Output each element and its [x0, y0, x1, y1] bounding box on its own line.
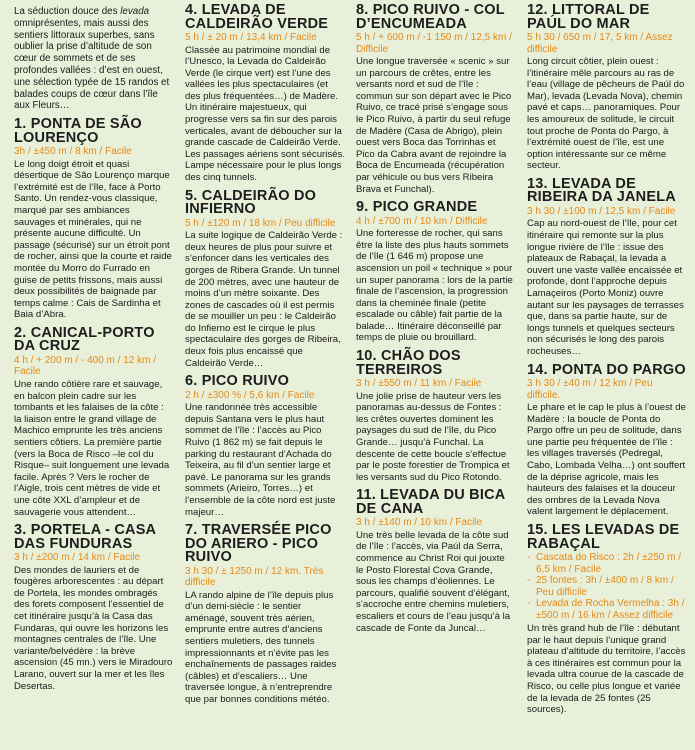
hike-description: La suite logique de Caldeirão Verde : deux heures de plus pour suivre et s’enfoncer dans les verticales des gorges de Ribera Grande. Un tunnel de 200 mètres, avec une hauteur de moins d’un mètre soixante. Des zones de cascades où il est permis de se mouiller un peu : le Caldeirão do Infierno est le cirque le plus spectaculaire des gorges de Ribeira, deux fois plus encaissé que Caldeirão Verde…	[185, 230, 343, 369]
hike-title: 14. PONTA DO PARGO	[527, 361, 686, 378]
hike-title: 12. LITTORAL DE PAÚL DO MAR	[527, 2, 650, 32]
hike-description: Classée au patrimoine mondial de l’Unesco, la Levada do Caldeirão Verde (le cirque vert) est l’une des vallées les plus spectaculaires (et des plus fréquentées…) de Madère. Un itinéraire majestueux, qui progresse vers sa fin sur des parois verticales, avant de déboucher sur la grande cascade de Caldeirão Verde. Les passages aériens sont sécurisés. Lampe nécessaire pour le plus longs des cinq tunnels.	[185, 44, 345, 184]
hike-description: Le phare et le cap le plus à l’ouest de Madère : la boucle de Ponta do Pargo offre un peu de solitude, dans une partie peu fréquentée de l’île : les villages traversés (Pedregal, Cabo, Lombada Velha…) ont souffert de la déprise agricole, mais les hauteurs des falaises et la douceur des ombres de la Levada Nova valent largement le déplacement.	[527, 402, 686, 518]
hike-description: Des mondes de lauriers et de fougères arborescentes : au départ de Portela, les mondes ombragés des forets composent l’essentiel de cet itinéraire jusqu’à la Casa das Fundaras, qui ouvre les horizons les montagnes centrales de l’île. Une variante/belvédère : la brève ascension (45 mn.) vers le Miradouro Larano, ouvert sur la mer et les îles Desertas.	[14, 564, 173, 692]
hike-description: Une très belle levada de la côte sud de l’île : l’accès, via Paúl da Serra, commence au Christ Roi qui jouxte le Posto Florestal Cova Grande, sous les champs d’éoliennes. Le parcours, qualifié souvent d’élégant, s’accroche entre chemins muletiers, escaliers et cours de l’eau jusqu’à la cascade de Fonte da Juncal…	[356, 529, 511, 634]
hike-section-15	[527, 524, 687, 716]
sub-hike-item: - Cascata do Risco : 2h / ±250 m / 6,5 km / Facile	[527, 552, 687, 575]
hike-description: Une forteresse de rocher, qui sans être la liste des plus hauts sommets de l’île (1 646 m) propose une ascension un poil « technique » pour un super panorama : lors de la partie finale de l’ascension, la progression dans la cheminée finale (petite escalade ou câble) fait partie de la balade… Itinéraire déconseillé par temps de pluie ou brouillard.	[356, 228, 513, 344]
hike-section-9	[356, 201, 513, 344]
hike-info: 5 h / + 600 m / -1 150 m / 12,5 km / Difficile	[356, 32, 512, 55]
column-2	[185, 4, 345, 712]
hike-description: Une rando côtière rare et sauvage, en balcon plein cadre sur les tombants et les falaises de la côte : la liaison entre le grand village de Machico emprunte les très anciens sentiers côtiers. La première partie (vers la Boca de Risco –le col du Risque– suit longuement une levada facile. Après ? Vers le rocher de l’Aigle, trois cent mètres de vide et une côte XXL d’ampleur et de sauvagerie vous attendent…	[14, 378, 170, 518]
hike-section-13	[527, 175, 687, 358]
hike-section-10	[356, 350, 513, 483]
hike-info: 3 h / ±140 m / 10 km / Facile	[356, 517, 483, 529]
hike-section-14	[527, 361, 687, 518]
hike-title: 5. CALDEIRÃO DO INFIERNO	[185, 187, 317, 218]
sub-hike-list	[527, 552, 687, 621]
hike-title: 10. CHÃO DOS TERREIROS	[356, 348, 461, 378]
sub-hike-item: - 25 fontes : 3h / ±400 m / 8 km / Peu difficile	[527, 575, 687, 598]
hike-description: Une longue traversée « scenic » sur un parcours de crêtes, entre les versants nord et sud de l’île : commun sur son départ avec le Pico Ruivo, ce tracé prisé s’engage sous le Pico Ruivo, à partir du seul refuge de Madère (Casa de Abrigo), plein ouest vers Boca das Torrinhas et Pico da Cabra avant de rejoindre la Boca de Encumeada (récupération par véhicule ou bus vers Ribeira Brava et Funchal).	[356, 56, 512, 195]
hike-section-3	[14, 524, 173, 692]
hike-section-11	[356, 489, 513, 634]
hike-title: 15. LES LEVADAS DE RABAÇAL	[527, 522, 680, 552]
hike-title: 9. PICO GRANDE	[356, 199, 478, 216]
hike-description: Cap au nord-ouest de l’île, pour cet itinéraire qui remonte sur la plus longue rivière de l’île : issue des plateaux de Rabaçal, la levada a ouvert une vaste vallée encaissée et profonde, dont l’approche depuis Lamaçeiros (Porto Moniz) ouvre autant sur les paysages de terrasses que, dans sa partie haute, sur de longs tunnels et quelques secteurs non sécurisés le long des parois rocheuses…	[527, 218, 684, 357]
intro-levada-word: levada	[120, 6, 150, 17]
column-4	[527, 4, 687, 722]
column-1	[14, 4, 173, 698]
hike-description: Une randonnée très accessible depuis Santana vers le plus haut sommet de l’île : l’accès au Pico Ruivo (1 862 m) se fait depuis le parking du restaurant d’Achada do Teixeira, au fil d’un sentier large et pavé. Le panorama sur les grands sommets (Arieiro, Torres…) et l’ensemble de la côte nord est juste majeur…	[185, 402, 336, 518]
hike-info: 4 h / + 200 m / - 400 m / 12 km / Facile	[14, 354, 157, 378]
hike-section-12	[527, 4, 687, 172]
hike-title: 7. TRAVERSÉE PICO DO ARIERO - PICO RUIVO	[185, 522, 332, 566]
hike-info: 4 h / ±700 m / 10 km / Difficile	[356, 215, 488, 227]
hike-info: 3 h / ±550 m / 11 km / Facile	[356, 378, 482, 390]
hike-info: 5 h / ± 20 m / 13,4 km / Facile	[185, 32, 317, 43]
hike-title: 13. LEVADA DE RIBEIRA DA JANELA	[527, 175, 676, 206]
hike-section-8	[356, 4, 513, 195]
hike-section-1	[14, 118, 173, 321]
hike-section-6	[185, 375, 345, 518]
sub-hike-item: - Levada de Rocha Vermelha : 3h / ±500 m / 16 km / Assez difficile	[527, 598, 687, 621]
hike-title: 6. PICO RUIVO	[185, 373, 290, 390]
hike-info: 3h / ±450 m / 8 km / Facile	[14, 146, 132, 158]
intro-paragraph: La séduction douce des levada omniprésentes, mais aussi des sentiers littoraux superbes, sans oublier la prise d’altitude de son cœur de sommets et de ses profondes vallées : d’est en ouest, une sélection typée de 15 randos et balades coups de cœur dans l’île aux Fleurs…	[14, 6, 170, 112]
hike-title: 4. LEVADA DE CALDEIRÃO VERDE	[185, 2, 329, 32]
hike-description: Le long doigt étroit et quasi désertique de São Lourenço marque l’extrémité est de l’île, face à Porto Santo. Un rendez-vous classique, marqué par ses ambiances sauvages et minérales, qui ne présente aucune difficulté. Un passage (sécurisé) sur un étroit pont de rocher, ainsi que la courte et raide montée du Morro do Furrado en guise de petits frissons, mais aussi deux possibilités de baignade par temps calme : Cais de Sardinha et Baia d’Abra.	[14, 158, 172, 321]
hike-info: 5 h / ±120 m / 18 km / Peu difficile	[185, 217, 336, 229]
hike-title: 3. PORTELA - CASA DAS FUNDURAS	[14, 522, 156, 552]
hike-description: Un très grand hub de l’île : débutant par le haut depuis l’unique grand plateau d’altitude du territoire, l’accès à ces itinéraires est commun pour la levada ultra courue de la cascade de Risco, ou celle plus longue et variée de la levada de 25 fontes (25 sources).	[527, 623, 686, 716]
hike-title: 1. PONTA DE SÃO LOURENÇO	[14, 116, 142, 146]
hike-info: 3 h / ±200 m / 14 km / Facile	[14, 552, 141, 564]
hike-title: 8. PICO RUIVO - COL D’ENCUMEADA	[356, 2, 505, 32]
hike-title: 11. LEVADA DU BICA DE CANA	[356, 487, 505, 517]
hike-description: Une jolie prise de hauteur vers les panoramas au-dessus de Fontes : les crêtes ouvertes dominent les paysages du sud de l’île, du Pico Grande… jusqu’à Funchal. La descente de cette boucle s’effectue par le poste forestier de Trompica et les versants sud du Pico Rotondo.	[356, 390, 510, 483]
hike-info: 5 h 30 / 650 m / 17, 5 km / Assez difficile	[527, 32, 673, 55]
hike-info: 3 h 30 / ±40 m / 12 km / Peu difficile.	[527, 378, 653, 401]
column-3	[356, 4, 513, 640]
hike-info: 3 h 30 / ±100 m / 12,5 km / Facile	[527, 205, 676, 217]
hike-description: LA rando alpine de l’île depuis plus d’un demi-siècle : le sentier aménagé, souvent très aérien, emprunte entre autres d’anciens sentiers muletiers, des tunnels impressionnants et n’évite pas les enchaînements de passages raides (câbles) et d’escaliers… Une traversée longue, à n’entreprendre que par bonnes conditions météo.	[185, 589, 337, 706]
hike-description: Long circuit côtier, plein ouest : l’itinéraire mêle parcours au ras de l’eau (village de pêcheurs de Paúl do Mar), levada (Levada Nova), chemin pavé et caps… panoramiques. Pour les amoureux de solitude, le circuit tout proche de Ponta do Pargo, à l’extrémité ouest de l’île, est une option intéressante sur ce même secteur.	[527, 56, 685, 172]
hike-section-2	[14, 324, 173, 518]
hike-section-7	[185, 524, 345, 705]
hike-title: 2. CANICAL-PORTO DA CRUZ	[14, 324, 155, 355]
hike-info: 2 h / ±300 % / 5,6 km / Facile	[185, 389, 315, 401]
hike-info: 3 h 30 / ± 1250 m / 12 km. Très difficile	[185, 565, 324, 589]
hike-section-4	[185, 4, 345, 184]
hike-section-5	[185, 187, 345, 370]
